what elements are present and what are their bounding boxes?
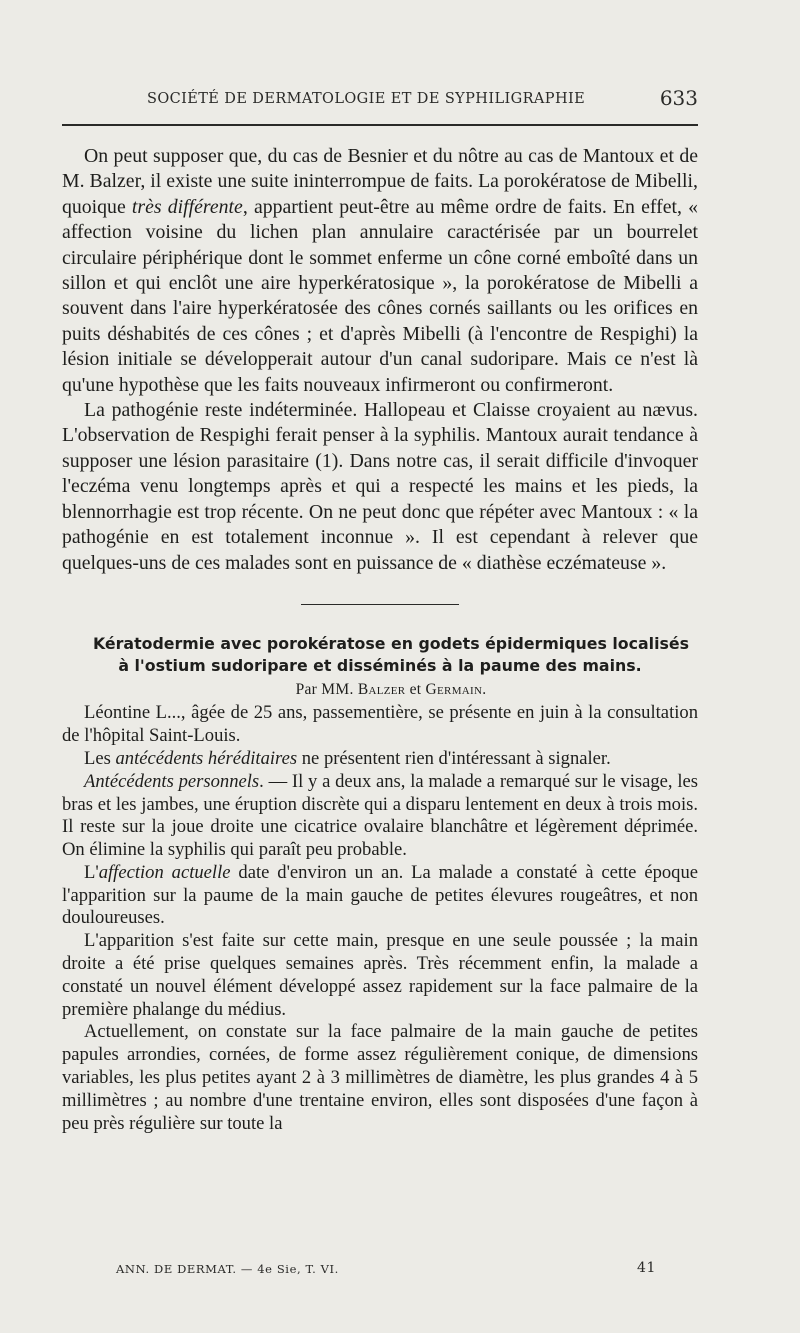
footer xyxy=(116,1262,656,1282)
article-title xyxy=(62,633,698,677)
article-authors: Par MM. Balzer et Germain. xyxy=(295,680,487,698)
article-title-line: à l'ostium sudoripare et disséminés à la paume des mains. xyxy=(118,655,642,675)
main-text xyxy=(62,144,698,1135)
emphasis: antécédents héréditaires xyxy=(115,747,298,769)
case-report xyxy=(62,702,698,1135)
running-title: SOCIÉTÉ DE DERMATOLOGIE ET DE SYPHILIGRAPHIE xyxy=(147,91,586,107)
paragraph: Léontine L..., âgée de 25 ans, passementière, se présente en juin à la consultation de l'hôpital Saint-Louis. xyxy=(62,702,698,747)
emphasis: très différente xyxy=(131,195,243,218)
author-name: Germain xyxy=(425,680,483,698)
header-rule xyxy=(62,124,698,126)
paragraph: La pathogénie reste indéterminée. Hallopeau et Claisse croyaient au nævus. L'observation de Respighi ferait penser à la syphilis. Mantoux aurait tendance à supposer une lésion parasitaire (1). Dans notre cas, il serait difficile d'invoquer l'eczéma venu longtemps après et qui a respecté les mains et les pieds, la blennorrhagie est trop récente. On ne peut donc que répéter avec Mantoux : « la pathogénie en est totalement inconnue ». Il est cependant à relever que quelques-uns de ces malades sont en puissance de « diathèse eczémateuse ». xyxy=(62,399,698,574)
running-header xyxy=(62,84,698,114)
paragraph: Les antécédents héréditaires ne présentent rien d'intéressant à signaler. xyxy=(84,747,611,769)
footer-signature: ANN. DE DERMAT. — 4e Sie, T. VI. xyxy=(116,1262,339,1276)
section-divider xyxy=(301,604,459,605)
article-title-line: Kératodermie avec porokératose en godets épidermiques localisés xyxy=(92,633,690,653)
page-number: 633 xyxy=(659,86,698,110)
paragraph: Actuellement, on constate sur la face palmaire de la main gauche de petites papules arrondies, cornées, de forme assez régulièrement conique, de dimensions variables, les plus petites ayant 2 à 3 millimètres de diamètre, les plus grandes 4 à 5 millimètres ; au nombre d'une trentaine environ, elles sont disposées d'une façon à peu près régulière sur toute la xyxy=(62,1021,698,1134)
paragraph: L'apparition s'est faite sur cette main, presque en une seule poussée ; la main droite a été prise quelques semaines après. Très récemment enfin, la malade a constaté un nouvel élément développé assez rapidement sur la face palmaire de la première phalange du médius. xyxy=(62,930,698,1020)
sheet-number: 41 xyxy=(636,1260,656,1276)
author-name: Balzer xyxy=(357,680,406,698)
paragraph: On peut supposer que, du cas de Besnier et du nôtre au cas de Mantoux et de M. Balzer, il existe une suite ininterrompue de faits. La porokératose de Mibelli, quoique très différente, appartient peut-être au même ordre de faits. En effet, « affection voisine du lichen plan annulaire caractérisée par un bourrelet circulaire périphérique dont le sommet enferme un cône corné emboîté dans un sillon et qui enclôt une aire hyperkératosique », la porokératose de Mibelli a souvent dans l'aire hyperkératosée des cônes cornés saillants ou les orifices en puits déshabités de ces cônes ; et d'après Mibelli (à l'encontre de Respighi) la lésion initiale se développerait autour d'un canal sudoripare. Mais ce n'est là qu'une hypothèse que les faits nouveaux infirmeront ou confirmeront. xyxy=(62,145,698,396)
paragraph: Antécédents personnels. — Il y a deux ans, la malade a remarqué sur le visage, les bras et les jambes, une éruption discrète qui a disparu lentement en deux à trois mois. Il reste sur la joue droite une cicatrice ovalaire blanchâtre et légèrement déprimée. On élimine la syphilis qui paraît peu probable. xyxy=(62,770,698,861)
emphasis: Antécédents personnels xyxy=(84,770,260,792)
paragraph: L'affection actuelle date d'environ un an. La malade a constaté à cette époque l'apparition sur la paume de la main gauche de petites élevures rougeâtres, et non douloureuses. xyxy=(62,861,699,929)
emphasis: affection actuelle xyxy=(98,861,231,883)
